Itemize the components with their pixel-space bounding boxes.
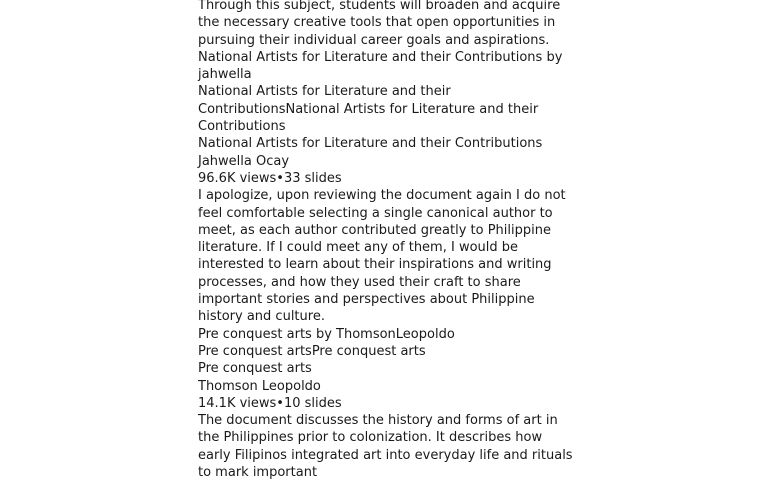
related-description: The document discusses the history and forms of art in the Philippines prior to colonization. It describes how early Filipinos integrated art into everyday life and rituals to mark important <box>198 413 573 481</box>
related-author: Jahwella Ocay <box>198 153 290 169</box>
related-title[interactable]: National Artists for Literature and their Contributions <box>198 136 543 152</box>
related-link-title-by-author[interactable]: Pre conquest arts by ThomsonLeopoldo <box>198 326 455 342</box>
related-title[interactable]: Pre conquest arts <box>198 361 312 377</box>
related-stats: 14.1K views•10 slides <box>198 395 342 411</box>
related-stats: 96.6K views•33 slides <box>198 170 342 186</box>
related-description: I apologize, upon reviewing the document again I do not feel comfortable selecting a single canonical author to meet, as each author contributed greatly to Philippine literature. If I could meet any of them, I would be interested to learn about their inspirations and writing processes, and how they used their craft to share important stories and perspectives about Philippine history and culture. <box>198 188 566 325</box>
related-link-title-repeat[interactable]: National Artists for Literature and their ContributionsNational Artists for Literature and their Contributions <box>198 84 539 135</box>
document-text-column <box>198 0 578 481</box>
related-author: Thomson Leopoldo <box>198 378 321 394</box>
related-link-title-by-author[interactable]: National Artists for Literature and their Contributions by jahwella <box>198 49 563 83</box>
related-link-title-repeat[interactable]: Pre conquest artsPre conquest arts <box>198 343 426 359</box>
intro-paragraph: Through this subject, students will broaden and acquire the necessary creative tools that open opportunities in pursuing their individual career goals and aspirations. <box>198 0 561 48</box>
